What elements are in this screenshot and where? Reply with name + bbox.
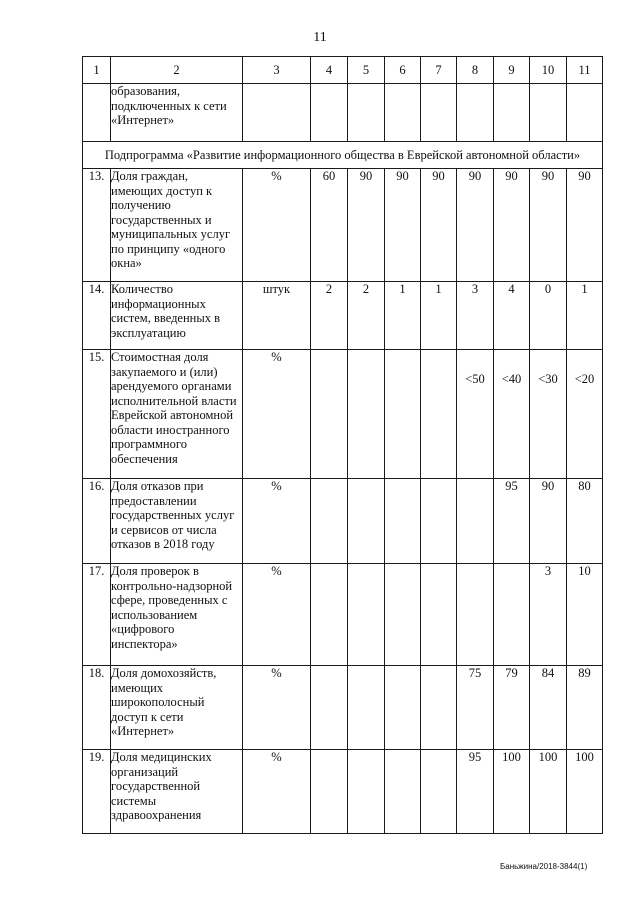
value-cell: 90 xyxy=(348,169,385,282)
unit: % xyxy=(243,479,311,564)
value-cell: 4 xyxy=(494,282,530,350)
value-cell xyxy=(421,84,457,142)
indicator-name: образования, подключенных к сети «Интернет» xyxy=(111,84,243,142)
value-cell: 90 xyxy=(530,169,567,282)
value-cell xyxy=(348,666,385,750)
value-cell xyxy=(494,564,530,666)
value-cell xyxy=(348,350,385,479)
value-cell: 3 xyxy=(530,564,567,666)
row-number: 18. xyxy=(83,666,111,750)
value-cell: 90 xyxy=(494,169,530,282)
table-row xyxy=(83,666,603,750)
indicator-name: Стоимостная доля закупаемого и (или) арендуемого органами исполнительной власти Еврейской автономной области иностранного программного обеспечения xyxy=(111,350,243,479)
header-cell: 1 xyxy=(83,57,111,84)
value-cell: 75 xyxy=(457,666,494,750)
value-cell: 10 xyxy=(567,564,603,666)
value-cell xyxy=(385,564,421,666)
value-cell: 90 xyxy=(385,169,421,282)
value-cell xyxy=(385,84,421,142)
value-cell xyxy=(457,84,494,142)
subprogram-title: Подпрограмма «Развитие информационного общества в Еврейской автономной области» xyxy=(83,142,603,169)
indicator-name: Доля медицинских организаций государственной системы здравоохранения xyxy=(111,750,243,834)
unit xyxy=(243,84,311,142)
value-cell xyxy=(457,564,494,666)
header-cell: 9 xyxy=(494,57,530,84)
unit: % xyxy=(243,564,311,666)
value-cell: 100 xyxy=(530,750,567,834)
subprogram-row xyxy=(83,142,603,169)
value-cell xyxy=(311,479,348,564)
indicator-name: Доля проверок в контрольно-надзорной сфере, проведенных с использованием «цифрового инспектора» xyxy=(111,564,243,666)
indicator-name: Доля домохозяйств, имеющих широкополосный доступ к сети «Интернет» xyxy=(111,666,243,750)
value-cell xyxy=(421,479,457,564)
value-cell: 1 xyxy=(421,282,457,350)
value-cell: <40 xyxy=(494,350,530,479)
row-number: 19. xyxy=(83,750,111,834)
value-cell xyxy=(311,350,348,479)
unit: % xyxy=(243,666,311,750)
row-number: 16. xyxy=(83,479,111,564)
value-cell: 84 xyxy=(530,666,567,750)
page-number: 11 xyxy=(313,30,327,45)
value-cell xyxy=(421,350,457,479)
header-cell: 6 xyxy=(385,57,421,84)
value-cell: 90 xyxy=(421,169,457,282)
header-cell: 3 xyxy=(243,57,311,84)
value-cell: <20 xyxy=(567,350,603,479)
table-row xyxy=(83,479,603,564)
value-cell: 90 xyxy=(457,169,494,282)
value-cell xyxy=(348,84,385,142)
row-number xyxy=(83,84,111,142)
value-cell xyxy=(311,84,348,142)
table-row xyxy=(83,84,603,142)
unit: % xyxy=(243,169,311,282)
value-cell xyxy=(567,84,603,142)
value-cell: 100 xyxy=(494,750,530,834)
value-cell: 0 xyxy=(530,282,567,350)
table-row xyxy=(83,564,603,666)
value-cell: 79 xyxy=(494,666,530,750)
value-cell: 1 xyxy=(385,282,421,350)
unit: % xyxy=(243,750,311,834)
table-row xyxy=(83,169,603,282)
row-number: 14. xyxy=(83,282,111,350)
value-cell: 95 xyxy=(457,750,494,834)
indicator-name: Доля граждан, имеющих доступ к получению государственных и муниципальных услуг по принципу «одного окна» xyxy=(111,169,243,282)
value-cell xyxy=(385,350,421,479)
value-cell xyxy=(348,564,385,666)
value-cell xyxy=(385,750,421,834)
table-row xyxy=(83,282,603,350)
value-cell: 2 xyxy=(311,282,348,350)
unit: % xyxy=(243,350,311,479)
unit: штук xyxy=(243,282,311,350)
value-cell xyxy=(494,84,530,142)
value-cell: 90 xyxy=(567,169,603,282)
value-cell: 80 xyxy=(567,479,603,564)
value-cell xyxy=(348,479,385,564)
table-row xyxy=(83,350,603,479)
value-cell xyxy=(348,750,385,834)
value-cell: 2 xyxy=(348,282,385,350)
value-cell xyxy=(421,666,457,750)
row-number: 15. xyxy=(83,350,111,479)
table-row xyxy=(83,750,603,834)
value-cell: 90 xyxy=(530,479,567,564)
value-cell xyxy=(385,666,421,750)
value-cell xyxy=(530,84,567,142)
value-cell xyxy=(457,479,494,564)
value-cell xyxy=(385,479,421,564)
indicator-name: Доля отказов при предоставлении государственных услуг и сервисов от числа отказов в 2018 году xyxy=(111,479,243,564)
row-number: 13. xyxy=(83,169,111,282)
header-cell: 4 xyxy=(311,57,348,84)
row-number: 17. xyxy=(83,564,111,666)
indicators-table xyxy=(82,56,603,834)
value-cell xyxy=(421,564,457,666)
table-header-row xyxy=(83,57,603,84)
document-code: Баньжина/2018-3844(1) xyxy=(500,862,588,871)
value-cell: <50 xyxy=(457,350,494,479)
indicator-name: Количество информационных систем, введенных в эксплуатацию xyxy=(111,282,243,350)
header-cell: 7 xyxy=(421,57,457,84)
header-cell: 8 xyxy=(457,57,494,84)
value-cell xyxy=(311,666,348,750)
value-cell: 3 xyxy=(457,282,494,350)
value-cell: 95 xyxy=(494,479,530,564)
value-cell xyxy=(311,564,348,666)
header-cell: 11 xyxy=(567,57,603,84)
header-cell: 10 xyxy=(530,57,567,84)
header-cell: 5 xyxy=(348,57,385,84)
header-cell: 2 xyxy=(111,57,243,84)
value-cell: <30 xyxy=(530,350,567,479)
value-cell: 1 xyxy=(567,282,603,350)
value-cell xyxy=(311,750,348,834)
value-cell: 60 xyxy=(311,169,348,282)
value-cell: 89 xyxy=(567,666,603,750)
value-cell: 100 xyxy=(567,750,603,834)
value-cell xyxy=(421,750,457,834)
